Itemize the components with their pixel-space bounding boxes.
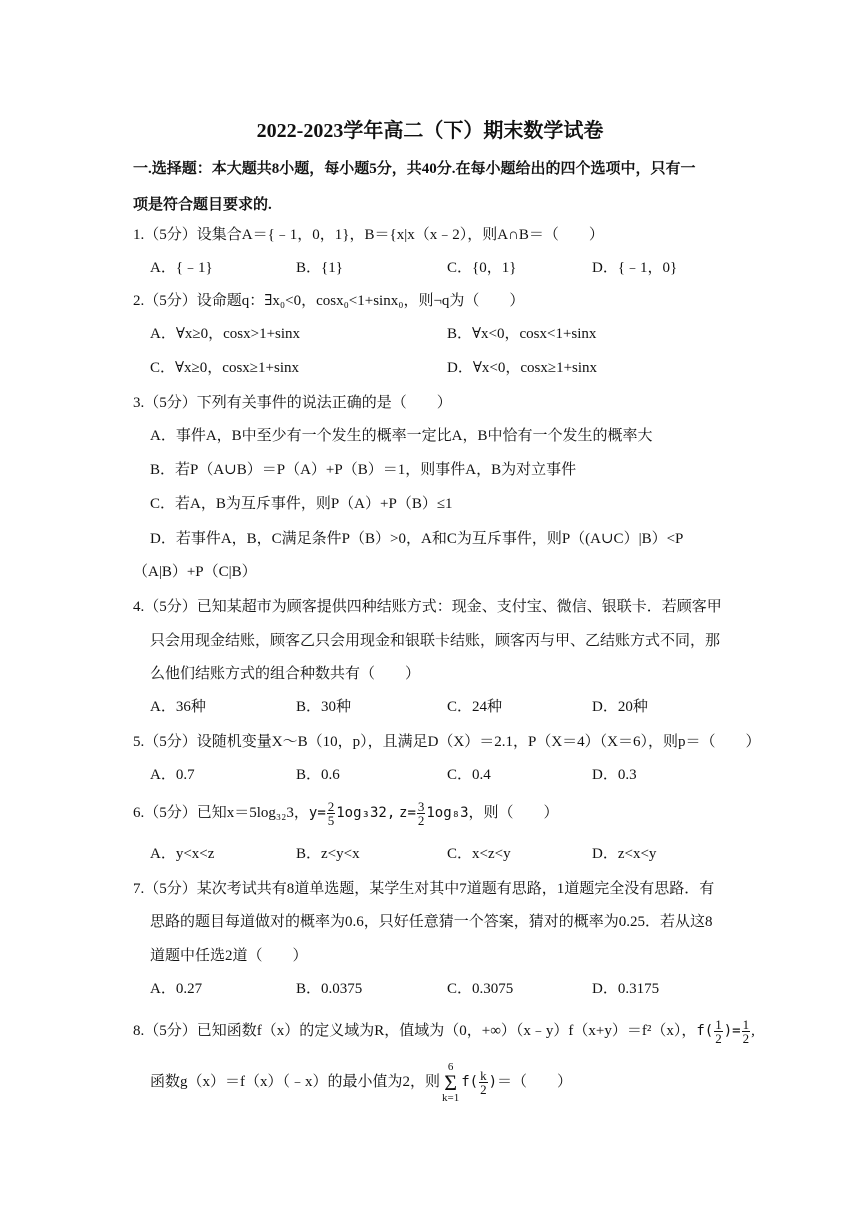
- question-6-option-a: A．y<x<z: [150, 846, 215, 862]
- question-8-f-value-numerator: 1: [742, 1017, 750, 1033]
- question-6-z-denominator: 2: [417, 813, 425, 829]
- question-8-sum-f: f(: [461, 1074, 479, 1090]
- question-6-option-b: B．z<y<x: [296, 846, 360, 862]
- question-5-option-a: A．0.7: [150, 767, 195, 783]
- question-3-option-d-line2: （A|B）+P（C|B）: [133, 564, 257, 580]
- question-7-line1: 7.（5分）某次考试共有8道单选题，某学生对其中7道题有思路，1道题完全没有思路．有: [133, 881, 715, 897]
- exam-title: 2022-2023学年高二（下）期末数学试卷: [256, 120, 604, 142]
- question-8-k-fraction: [479, 1069, 488, 1096]
- question-4-option-d: D．20种: [592, 699, 648, 715]
- question-8-f-arg-denominator: 2: [715, 1031, 722, 1047]
- question-7-option-b: B．0.0375: [296, 981, 363, 997]
- question-4-option-a: A．36种: [150, 699, 206, 715]
- question-3-option-d-line1: D．若事件A，B，C满足条件P（B）>0，A和C为互斥事件，则P（(A∪C）|B）<P: [150, 531, 684, 547]
- question-8-line1: [133, 1016, 755, 1046]
- question-3-option-c: C．若A，B为互斥事件，则P（A）+P（B）≤1: [150, 496, 453, 512]
- question-6-post: ，则（ ）: [468, 805, 559, 821]
- question-1-option-b: B．{1}: [296, 260, 343, 276]
- section-heading-line2: 项是符合题目要求的.: [133, 197, 272, 213]
- question-8-line2: [150, 1060, 572, 1104]
- question-6-pre: 6.（5分）已知x＝5log₃₂3，: [133, 805, 309, 821]
- question-6-z-prefix: z=: [399, 805, 416, 821]
- question-8-f-mid: )=: [723, 1023, 741, 1039]
- question-6-z-suffix: 1og₈3: [426, 805, 469, 821]
- question-8-sum-close: ): [488, 1074, 498, 1090]
- question-8-sum-upper: 6: [447, 1060, 454, 1073]
- question-3-stem: 3.（5分）下列有关事件的说法正确的是（ ）: [133, 395, 452, 411]
- question-2-option-c: C．∀x≥0，cosx≥1+sinx: [150, 360, 299, 376]
- question-6-option-c: C．x<z<y: [447, 846, 511, 862]
- section-heading-line1: 一.选择题：本大题共8小题，每小题5分，共40分.在每小题给出的四个选项中，只有一: [133, 161, 696, 177]
- question-4-option-b: B．30种: [296, 699, 352, 715]
- question-8-line2-pre: 函数g（x）＝f（x）（﹣x）的最小值为2，则: [150, 1074, 440, 1090]
- question-7-option-d: D．0.3175: [592, 981, 660, 997]
- question-7-line2: 思路的题目每道做对的概率为0.6，只好任意猜一个答案，猜对的概率为0.25．若从这8: [150, 914, 713, 930]
- question-8-line1-text: 8.（5分）已知函数f（x）的定义域为R，值域为（0，+∞）（x﹣y）f（x+y）＝f²（x），: [133, 1023, 697, 1039]
- question-2-option-a: A．∀x≥0，cosx>1+sinx: [150, 326, 301, 342]
- question-5-stem: 5.（5分）设随机变量X～B（10，p），且满足D（X）＝2.1，P（X＝4）（X＝6），则p＝（ ）: [133, 734, 761, 750]
- question-8-f-prefix: f(: [696, 1023, 714, 1039]
- question-8-sum-symbol: Σ: [444, 1069, 458, 1095]
- question-6-stem: [133, 798, 559, 828]
- question-8-f-value-fraction: [742, 1018, 751, 1045]
- question-6-y-suffix: 1og₃32,: [336, 805, 396, 821]
- question-2-stem: 2.（5分）设命题q：∃x₀<0，cosx₀<1+sinx₀，则¬q为（ ）: [133, 293, 525, 309]
- question-4-option-c: C．24种: [447, 699, 503, 715]
- question-6-y-prefix: y=: [308, 805, 326, 821]
- question-8-sum-lower: k=1: [442, 1091, 460, 1104]
- question-6-y-fraction: [327, 800, 336, 827]
- question-5-option-c: C．0.4: [447, 767, 491, 783]
- question-8-f-value-denominator: 2: [742, 1031, 750, 1047]
- question-8-f-end: ,: [751, 1023, 755, 1039]
- question-6-y-denominator: 5: [327, 813, 335, 829]
- question-4-line2: 只会用现金结账，顾客乙只会用现金和银联卡结账，顾客丙与甲、乙结账方式不同，那: [150, 633, 721, 649]
- question-7-option-a: A．0.27: [150, 981, 203, 997]
- question-8-f-arg-numerator: 1: [715, 1017, 722, 1033]
- question-8-summation: [442, 1062, 459, 1104]
- question-2-option-b: B．∀x<0，cosx<1+sinx: [447, 326, 597, 342]
- question-3-option-b: B．若P（A∪B）＝P（A）+P（B）＝1，则事件A，B为对立事件: [150, 462, 577, 478]
- question-1-option-a: A．{﹣1}: [150, 260, 213, 276]
- question-7-option-c: C．0.3075: [447, 981, 514, 997]
- question-6-y-numerator: 2: [327, 799, 335, 815]
- question-4-line1: 4.（5分）已知某超市为顾客提供四种结账方式：现金、支付宝、微信、银联卡．若顾客甲: [133, 599, 722, 615]
- question-7-line3: 道题中任选2道（ ）: [150, 948, 308, 964]
- question-6-z-fraction: [417, 800, 426, 827]
- question-1-option-d: D．{﹣1，0}: [592, 260, 678, 276]
- question-5-option-d: D．0.3: [592, 767, 637, 783]
- question-1-stem: 1.（5分）设集合A＝{﹣1，0，1}，B＝{x|x（x﹣2），则A∩B＝（ ）: [133, 227, 604, 243]
- question-1-option-c: C．{0，1}: [447, 260, 517, 276]
- question-4-line3: 么他们结账方式的组合种数共有（ ）: [150, 666, 421, 682]
- question-6-z-numerator: 3: [417, 799, 425, 815]
- question-8-k-denominator: 2: [480, 1082, 487, 1098]
- question-2-option-d: D．∀x<0，cosx≥1+sinx: [447, 360, 598, 376]
- question-6-option-d: D．z<x<y: [592, 846, 657, 862]
- question-8-line2-post: ＝（ ）: [497, 1074, 573, 1090]
- question-5-option-b: B．0.6: [296, 767, 340, 783]
- question-8-k-numerator: k: [480, 1068, 487, 1084]
- question-3-option-a: A．事件A，B中至少有一个发生的概率一定比A，B中恰有一个发生的概率大: [150, 428, 653, 444]
- question-8-f-arg-fraction: [714, 1018, 723, 1045]
